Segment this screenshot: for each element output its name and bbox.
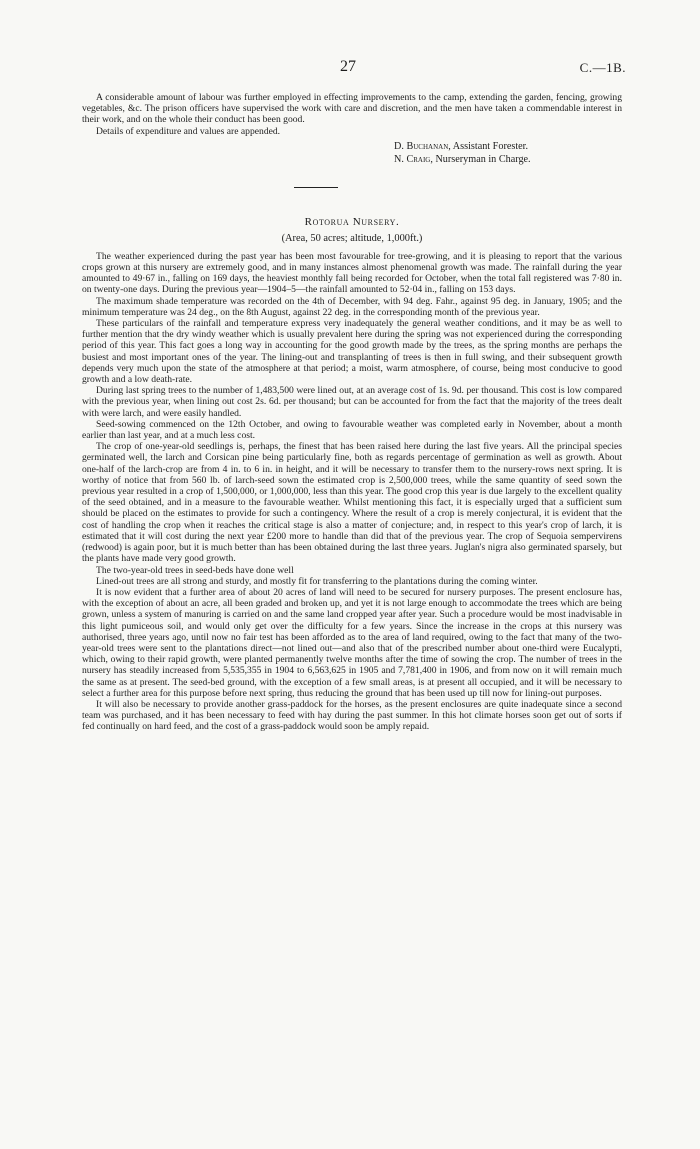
document-reference: C.—1B. [579,60,626,75]
document-page [82,0,626,733]
signatory-role: , Nurseryman in Charge. [430,153,531,165]
page-header [82,0,626,92]
intro-paragraph: Details of expenditure and values are appended. [96,125,281,137]
signature-block [82,140,622,166]
body-paragraph: Lined-out trees are all strong and sturdy, and mostly fit for transferring to the plantations during the coming winter. [96,575,538,587]
body-paragraph: The weather experienced during the past year has been most favourable for tree-growing, and it is pleasing to report that the various crops grown at this nursery are extremely good, and in many instances almost phenomenal growth was made. The rainfall during the year amounted to 49·67 in., falling on 169 days, the heaviest monthly fall being recorded for October, when the total fall registered was 7·80 in. on twenty-one days. During the previous year—1904–5—the rainfall amounted to 52·04 in., falling on 153 days. [82,250,622,296]
body-paragraph: The crop of one-year-old seedlings is, perhaps, the finest that has been raised here during the last five years. All the principal species germinated well, the larch and Corsican pine being particularly fine, both as regards percentage of germination as well as growth. About one-half of the larch-crop are from 4 in. to 6 in. in height, and it will be necessary to transfer them to the nursery-rows next spring. It is worthy of notice that from 560 lb. of larch-seed sown the estimated crop is 2,500,000 trees, while the same quantity of seed sown the previous year resulted in a crop of 1,500,000, or 1,000,000, less than this year. The good crop this year is due largely to the excellent quality of the seed obtained, and in a measure to the favourable weather. Whilst mentioning this fact, it is especially urged that a sufficient sum should be placed on the estimates to provide for such a contingency. Where the result of a crop is merely conjectural, it is evident that the cost of handling the crop when it reaches the critical stage is also a matter of conjecture; and, in respect to this year's crop of larch, it is estimated that it will cost during the next year £200 more to handle than did that of the previous year. The crop of Sequoia sempervirens (redwood) is again poor, but it is much better than has been obtained during the last three years. Juglan's nigra also germinated sparsely, but the plants have made very good growth. [82,441,622,565]
section-divider [294,187,338,188]
signature-line [82,153,622,166]
section-body [82,251,622,733]
page-number: 27 [340,58,356,75]
body-paragraph: The two-year-old trees in seed-beds have done well [96,564,294,576]
section-subtitle: (Area, 50 acres; altitude, 1,000ft.) [281,232,423,244]
signatory-name: N. Craig [394,153,431,165]
body-paragraph: It is now evident that a further area of about 20 acres of land will need to be secured for nursery purposes. The present enclosure has, with the exception of about an acre, all been graded and broken up, and yet it is not large enough to accommodate the trees which are being grown, unless a system of manuring is carried on and the same land cropped year after year. Such a procedure would be most inadvisable in this light pumiceous soil, and would only get over the difficulty for a few years. Since the increase in the crops at this nursery was authorised, three years ago, until now no fair test has been afforded as to the area of land required, owing to the fact that many of the two-year-old trees were sent to the plantations direct—not lined out—and also that of the prescribed number about one-third were Eucalypti, which, owing to their rapid growth, were planted permanently twelve months after the time of sowing the crop. The number of trees in the nursery has steadily increased from 5,535,355 in 1904 to 6,563,625 in 1905 and 7,781,400 in 1906, and from now on it will remain much the same as at present. The seed-bed ground, with the exception of a few small areas, is at present all occupied, and it will be necessary to select a further area for this purpose before next spring, thus reducing the ground that has been used up till now for lining-out purposes. [82,586,622,699]
body-paragraph: It will also be necessary to provide another grass-paddock for the horses, as the present enclosures are quite inadequate since a second team was purchased, and it has been necessary to feed with hay during the past summer. In this hot climate horses soon get out of sorts if fed continually on hard feed, and the cost of a grass-paddock would soon be amply repaid. [82,698,622,733]
body-paragraph: These particulars of the rainfall and temperature express very inadequately the general weather conditions, and it may be as well to further mention that the dry windy weather which is usually prevalent here during the spring was not experienced during the corresponding period of this year. This fact goes a long way in accounting for the good growth made by the trees, as the spring months are perhaps the busiest and most important ones of the year. The lining-out and transplanting of trees is then in full swing, and their subsequent growth depends very much upon the state of the atmosphere at that period; a moist, warm atmosphere, of course, being most conducive to good growth and a low death-rate. [82,318,622,386]
body-paragraph: Seed-sowing commenced on the 12th October, and owing to favourable weather was completed early in November, about a month earlier than last year, and at a much less cost. [82,418,622,442]
intro-section [82,92,622,137]
signatory-name: D. Buchanan [394,140,449,152]
section-title: Rotorua Nursery. [304,215,400,228]
signatory-role: , Assistant Forester. [448,140,529,152]
intro-paragraph: A considerable amount of labour was further employed in effecting improvements to the camp, extending the garden, fencing, growing vegetables, &c. The prison officers have supervised the work with care and discretion, and the men have taken a commendable interest in their work, and on the whole their conduct has been good. [82,92,622,126]
signature-line [82,140,622,153]
body-paragraph: During last spring trees to the number of 1,483,500 were lined out, at an average cost of 1s. 9d. per thousand. This cost is low compared with the previous year, when lining out cost 2s. 6d. per thousand; but can be accounted for from the fact that the majority of the trees dealt with were larch, and were easily handled. [82,385,622,419]
body-paragraph: The maximum shade temperature was recorded on the 4th of December, with 94 deg. Fahr., against 95 deg. in January, 1905; and the minimum temperature was 24 deg., on the 8th August, against 22 deg. in the corresponding month of the previous year. [82,295,622,318]
